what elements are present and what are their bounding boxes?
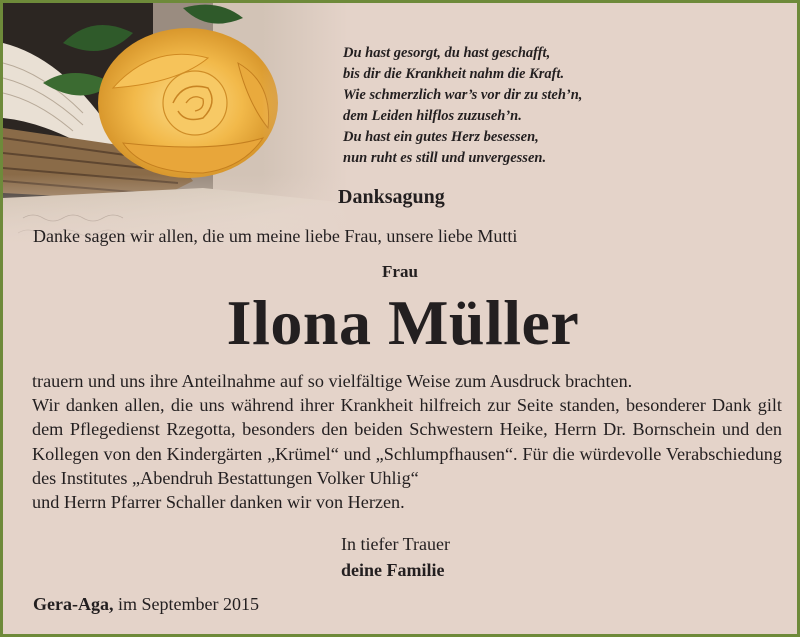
deceased-name: Ilona Müller	[226, 287, 580, 358]
poem-line: bis dir die Krankheit nahm die Kraft.	[343, 66, 565, 82]
intro-text: Danke sagen wir allen, die um meine liebe Frau, unsere liebe Mutti	[33, 226, 518, 246]
body-paragraph: Wir danken allen, die uns während ihrer Krankheit hilfreich zur Seite standen, besonderer Dank gilt dem Pflegedienst Rzegotta, besonders den beiden Schwestern Heike, Herrn Dr. Bornschein und den Kollegen von den Kindergärten „Krümel“ und „Schlumpfhausen“. Für die würdevolle Verabschiedung des Institutes „Abendruh Bestattungen Volker Uhlig“	[32, 395, 782, 488]
salutation: Frau	[382, 262, 418, 281]
poem	[343, 43, 783, 169]
place-date-text: im September 2015	[117, 594, 259, 614]
poem-line: dem Leiden hilflos zuzuseh’n.	[343, 108, 522, 124]
signature: deine Familie	[341, 560, 445, 580]
poem-line: nun ruht es still und unvergessen.	[343, 150, 547, 166]
rose-book-image	[3, 3, 348, 248]
thanks-body	[32, 369, 782, 514]
body-last-line: und Herrn Pfarrer Schaller danken wir von Herzen.	[32, 492, 405, 513]
closing	[341, 531, 450, 583]
heading-danksagung: Danksagung	[338, 186, 445, 208]
place-date	[33, 594, 259, 615]
poem-line: Du hast gesorgt, du hast geschafft,	[343, 45, 551, 61]
poem-line: Du hast ein gutes Herz besessen,	[343, 129, 539, 145]
poem-line: Wie schmerzlich war’s vor dir zu steh’n,	[343, 87, 583, 103]
place-town: Gera-Aga,	[33, 594, 114, 614]
closing-line: In tiefer Trauer	[341, 534, 450, 554]
body-first-line: trauern und uns ihre Anteilnahme auf so vielfältige Weise zum Ausdruck brachten.	[32, 371, 633, 391]
